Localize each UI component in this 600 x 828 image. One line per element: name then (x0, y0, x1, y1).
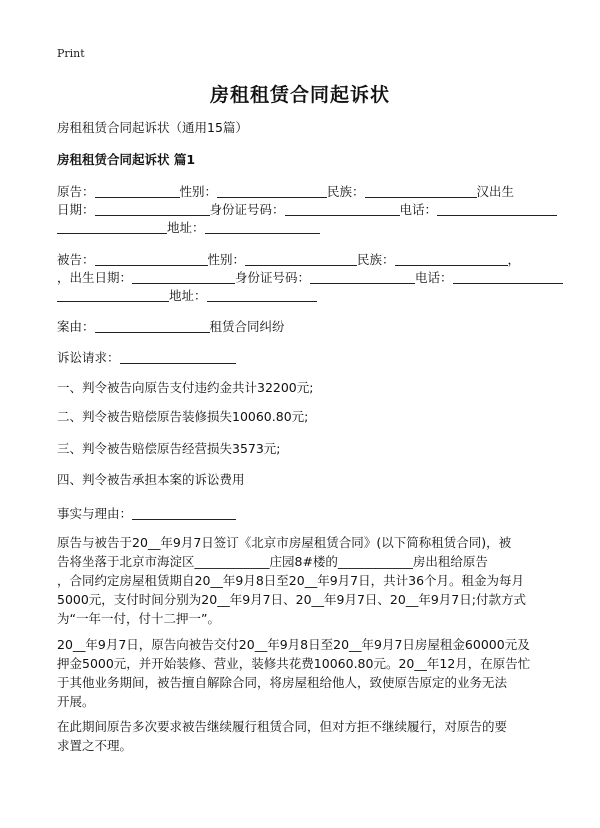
defendant-dob-label: ，出生日期： (57, 270, 133, 285)
defendant-label: 被告： (57, 252, 95, 267)
defendant-ethnicity-label: 民族： (357, 252, 395, 267)
plaintiff-phone-continued-field (57, 219, 167, 234)
defendant-id-label: 身份证号码： (235, 270, 311, 285)
claim-item: 二、判令被告赔偿原告装修损失10060.80元; (57, 409, 309, 424)
plaintiff-address-label: 地址： (167, 220, 205, 235)
paragraph-line: ，合同约定房屋租赁期自20__年9月8日至20__年9月7日，共计36个月。租金为每月 (57, 573, 525, 588)
plaintiff-ethnicity-suffix: 汉出生 (476, 184, 515, 199)
paragraph-line: 告将坐落于北京市海淀区____________庄园8#楼的____________房出租给原告 (57, 554, 488, 569)
defendant-comma: ， (507, 252, 521, 267)
plaintiff-label: 原告： (57, 184, 95, 199)
facts-paragraph-2 (57, 635, 547, 711)
facts-paragraph-1 (57, 533, 547, 628)
defendant-line-3 (57, 285, 547, 306)
cause-label: 案由： (57, 319, 95, 334)
claims-label: 诉讼请求： (57, 350, 120, 365)
plaintiff-name-field (95, 183, 180, 198)
plaintiff-ethnicity-field (365, 183, 477, 198)
claim-item: 三、判令被告赔偿原告经营损失3573元; (57, 441, 281, 456)
facts-field (132, 505, 236, 520)
document-subtitle: 房租租赁合同起诉状（通用15篇） (57, 120, 248, 135)
defendant-address-label: 地址： (169, 288, 207, 303)
plaintiff-ethnicity-label: 民族： (327, 184, 365, 199)
plaintiff-phone-field (437, 201, 557, 216)
paragraph-line: 原告与被告于20__年9月7日签订《北京市房屋租赁合同》(以下简称租赁合同)，被 (57, 535, 512, 550)
defendant-gender-label: 性别： (207, 252, 246, 267)
document-title: 房租租赁合同起诉状 (209, 84, 390, 106)
plaintiff-gender-field (217, 183, 327, 198)
defendant-phone-field (453, 269, 563, 284)
paragraph-line: 押金5000元，并开始装修、营业，装修共花费10060.80元。20__年12月，在原告忙 (57, 656, 531, 671)
plaintiff-dob-field (95, 201, 210, 216)
plaintiff-dob-label: 日期： (57, 202, 95, 217)
plaintiff-phone-label: 电话： (399, 202, 438, 217)
facts-line (57, 503, 547, 524)
cause-line (57, 316, 547, 337)
defendant-id-field (310, 269, 415, 284)
paragraph-line: 在此期间原告多次要求被告继续履行租赁合同，但对方拒不继续履行，对原告的要 (57, 719, 508, 734)
defendant-ethnicity-field (395, 251, 508, 266)
paragraph-line: 5000元，支付时间分别为20__年9月7日、20__年9月7日、20__年9月7日;付款方式 (57, 592, 526, 607)
claims-line (57, 347, 547, 368)
facts-label: 事实与理由： (57, 506, 133, 521)
facts-paragraph-3 (57, 717, 547, 755)
defendant-gender-field (245, 251, 357, 266)
claim-item: 一、判令被告向原告支付违约金共计32200元; (57, 380, 314, 395)
claim-item: 四、判令被告承担本案的诉讼费用 (57, 472, 245, 487)
section-heading: 房租租赁合同起诉状 篇1 (57, 152, 196, 167)
defendant-phone-continued-field (57, 287, 169, 302)
cause-value: 租赁合同纠纷 (209, 319, 285, 334)
claims-field (120, 349, 236, 364)
paragraph-line: 求置之不理。 (57, 738, 133, 753)
defendant-name-field (95, 251, 208, 266)
defendant-phone-label: 电话： (415, 270, 453, 285)
paragraph-line: 开展。 (57, 694, 95, 709)
paragraph-line: 20__年9月7日，原告向被告交付20__年9月8日至20__年9月7日房屋租金60000元及 (57, 637, 530, 652)
defendant-dob-field (132, 269, 235, 284)
paragraph-line: 为“一年一付，付十二押一”。 (57, 611, 220, 626)
print-link[interactable]: Print (57, 47, 85, 60)
defendant-address-field (207, 287, 317, 302)
plaintiff-address-field (205, 219, 320, 234)
paragraph-line: 于其他业务期间，被告擅自解除合同，将房屋租给他人，致使原告原定的业务无法 (57, 675, 508, 690)
plaintiff-gender-label: 性别： (179, 184, 218, 199)
cause-field (95, 318, 210, 333)
plaintiff-id-field (285, 201, 400, 216)
plaintiff-line-3 (57, 217, 547, 238)
plaintiff-id-label: 身份证号码： (209, 202, 285, 217)
